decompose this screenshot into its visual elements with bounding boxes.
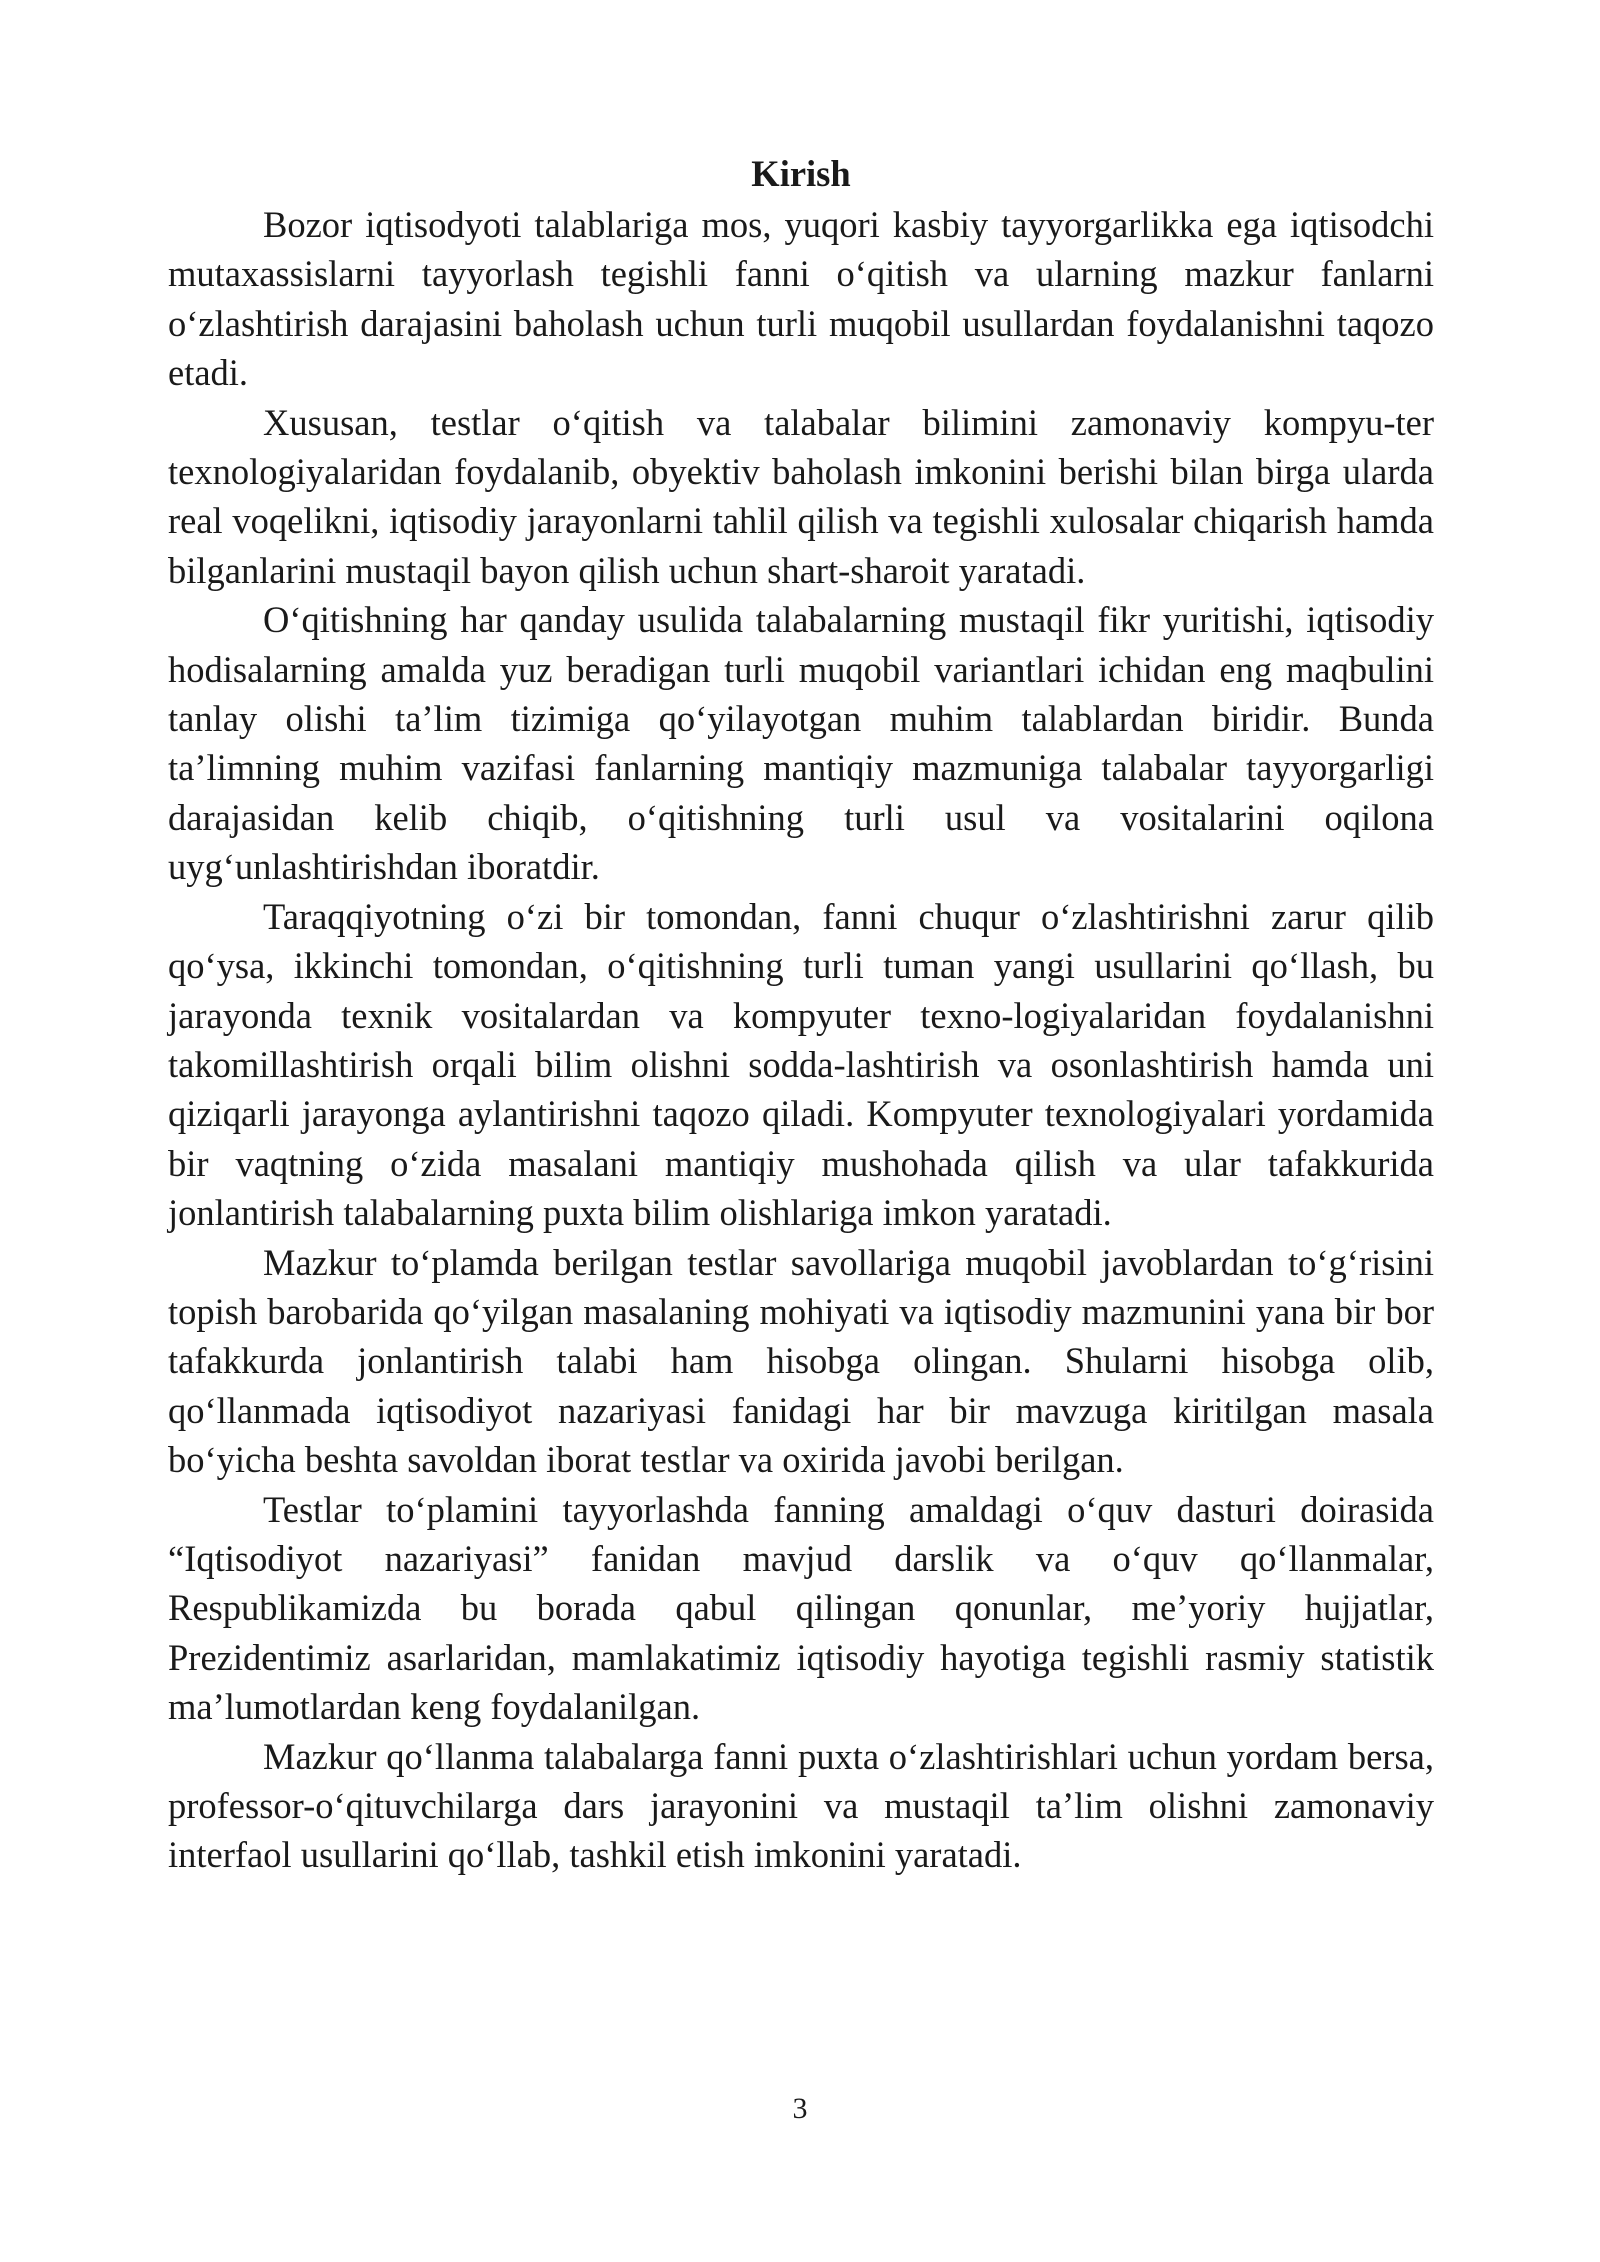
section-title: Kirish: [751, 153, 851, 194]
page-content: [168, 148, 1434, 1880]
paragraph-7: Mazkur qo‘llanma talabalarga fanni puxta o‘zlashtirishlari uchun yordam bersa, professor-o‘qituvchilarga dars jarayonini va mustaqil ta’lim olishni zamonaviy interfaol usullarini qo‘llab, tashkil etish imkonini yaratadi.: [168, 1735, 1434, 1876]
paragraph-6: Testlar to‘plamini tayyorlashda fanning amaldagi o‘quv dasturi doirasida “Iqtisodiyot nazariyasi” fanidan mavjud darslik va o‘quv qo‘llanmalar, Respublikamizda bu borada qabul qilingan qonunlar, me’yoriy hujjatlar, Prezidentimiz asarlaridan, mamlakatimiz iqtisodiy hayotiga tegishli rasmiy statistik ma’lumotlardan keng foydalanilgan.: [168, 1488, 1434, 1728]
paragraph-4: Taraqqiyotning o‘zi bir tomondan, fanni chuqur o‘zlashtirishni zarur qilib qo‘ysa, ikkinchi tomondan, o‘qitishning turli tuman yangi usullarini qo‘llash, bu jarayonda texnik vositalardan va kompyuter texno-logiyalaridan foydalanishni takomillashtirish orqali bilim olishni sodda-lashtirish va osonlashtirish hamda uni qiziqarli jarayonga aylantirishni taqozo qiladi. Kompyuter texnologiyalari yordamida bir vaqtning o‘zida masalani mantiqiy mushohada qilish va ular tafakkurida jonlantirish talabalarning puxta bilim olishlariga imkon yaratadi.: [168, 895, 1434, 1234]
page-number: 3: [792, 2092, 808, 2125]
paragraph-5: Mazkur to‘plamda berilgan testlar savollariga muqobil javoblardan to‘g‘risini topish barobarida qo‘yilgan masalaning mohiyati va iqtisodiy mazmunini yana bir bor tafakkurda jonlantirish talabi ham hisobga olingan. Shularni hisobga olib, qo‘llanmada iqtisodiyot nazariyasi fanidagi har bir mavzuga kiritilgan masala bo‘yicha beshta savoldan iborat testlar va oxirida javobi berilgan.: [168, 1241, 1434, 1481]
paragraph-1: Bozor iqtisodyoti talablariga mos, yuqori kasbiy tayyorgarlikka ega iqtisodchi mutaxassislarni tayyorlash tegishli fanni o‘qitish va ularning mazkur fanlarni o‘zlashtirish darajasini baholash uchun turli muqobil usullardan foydalanishni taqozo etadi.: [168, 204, 1434, 394]
paragraph-2: Xususan, testlar o‘qitish va talabalar bilimini zamonaviy kompyu-ter texnologiyalaridan foydalanib, obyektiv baholash imkonini berishi bilan birga ularda real voqelikni, iqtisodiy jarayonlarni tahlil qilish va tegishli xulosalar chiqarish hamda bilganlarini mustaqil bayon qilish uchun shart-sharoit yaratadi.: [168, 401, 1434, 591]
paragraph-3: O‘qitishning har qanday usulida talabalarning mustaqil fikr yuritishi, iqtisodiy hodisalarning amalda yuz beradigan turli muqobil variantlari ichidan eng maqbulini tanlay olishi ta’lim tizimiga qo‘yilayotgan muhim talablardan biridir. Bunda ta’limning muhim vazifasi fanlarning mantiqiy mazmuniga talabalar tayyorgarligi darajasidan kelib chiqib, o‘qitishning turli usul va vositalarini oqilona uyg‘unlashtirishdan iboratdir.: [168, 599, 1434, 888]
